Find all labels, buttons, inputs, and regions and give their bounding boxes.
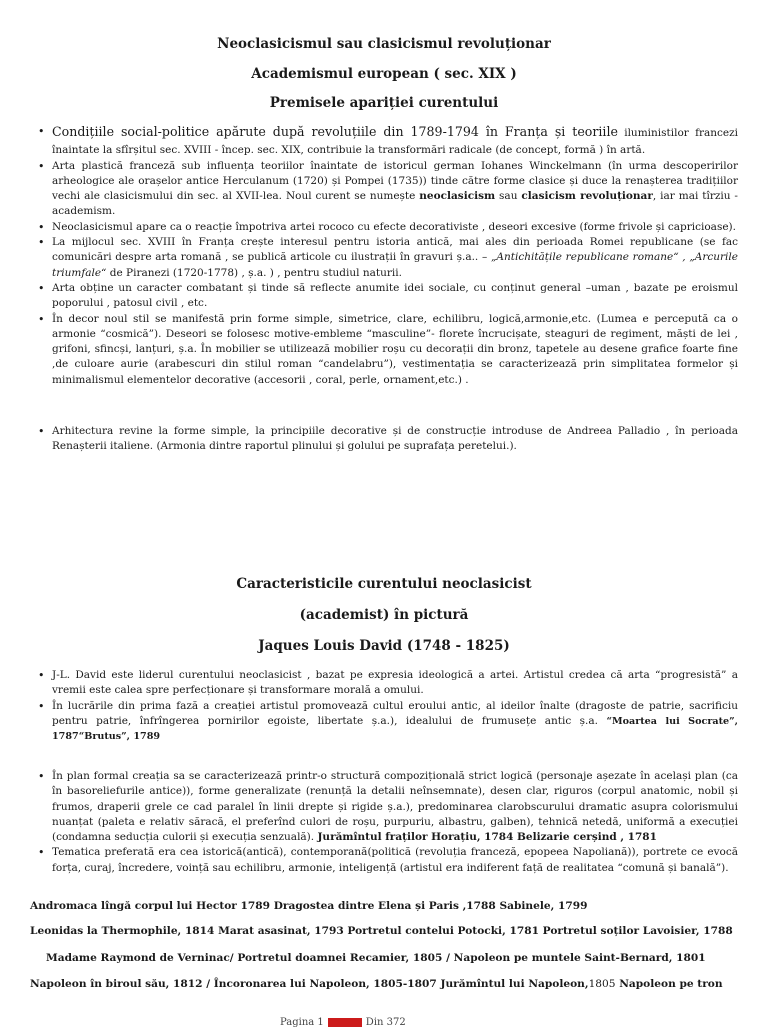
- architecture-list: [38, 424, 738, 455]
- works-line: Leonidas la Thermophile, 1814 Marat asasinat, 1793 Portretul contelui Potocki, 1781 Portretul soților Lavoisier, 1788: [30, 925, 733, 937]
- david-list-1: [38, 668, 738, 744]
- list-item: • Arta plastică franceză sub influența teoriilor înaintate de istoricul german Iohanes Winckelmann (în urma descoperirilor arheologice ale orașelor antice Herculanum (1720) și Pompei (1735)) tinde către forme clasice și duce la renașterea tradițiilor vechi ale clasicismului din sec. al XVII-lea. Noul curent se numește neoclasicism sau clasicism revoluționar, iar mai tîrziu - academism.: [38, 159, 738, 220]
- premises-list: [38, 124, 738, 388]
- section-heading-academist: (academist) în pictură: [299, 607, 469, 623]
- page-footer: [280, 1017, 406, 1028]
- works-line: Andromaca lîngă corpul lui Hector 1789 Dragostea dintre Elena și Paris ,1788 Sabinele, 1799: [30, 900, 588, 912]
- david-list-2: [38, 769, 738, 876]
- list-item: • Tematica preferată era cea istorică(antică), contemporană(politică (revoluția franceză, epopeea Napoliană)), portrete ce evocă forța, curaj, încredere, voință sau echilibru, armonie, inteligență (artistul era indiferent față de realitatea “comună și banală”).: [38, 845, 738, 876]
- section-heading-david: Jaques Louis David (1748 - 1825): [258, 638, 510, 654]
- section-heading-premises: Premisele apariției curentului: [269, 95, 499, 111]
- list-item: • Neoclasicismul apare ca o reacție împotriva artei rococo cu efecte decorativiste , deseori excesive (forme frivole și capricioase).: [38, 220, 738, 235]
- page-total: Din 372: [365, 1017, 406, 1028]
- section-heading-characteristics: Caracteristicile curentului neoclasicist: [236, 576, 532, 592]
- list-item: • În plan formal creația sa se caracterizează printr-o structură compozițională strict logică (personaje așezate în același plan (ca în basoreliefurile antice)), forme generalizate (renunță la detalii neînsemnate), desen clar, riguros (corpul anatomic, nobil și frumos, draperii grele ce cad paralel în linii drepte și rigide ș.a.), predominarea clarobscurului dramatic asupra colorismului nuanțat (paleta e relativ săracă, el preferînd culori de roșu, purpuriu, albastru, galben), tehnică netedă, uniformă a execuției (condamna seducția culorii și execuția senzuală). Jurămîntul fraților Horațiu, 1784 Belizarie cerșind , 1781: [38, 769, 738, 845]
- page-label: Pagina 1: [280, 1017, 324, 1028]
- page-number-marker: [328, 1018, 362, 1027]
- list-item: • În decor noul stil se manifestă prin forme simple, simetrice, clare, echilibru, logică,armonie,etc. (Lumea e percepută ca o armonie “cosmică”). Deseori se folosesc motive-embleme “masculine”- florete încrucișate, steaguri de regiment, măști de lei , grifoni, sfincși, lanțuri, ș.a. În mobilier se utilizează mobilier roșu cu decorații din bronz, tapetele au desene grafice foarte fine ,de culoare aurie (arabescuri din stilul roman “candelabru”), vestimentația se caracterizează prin simplitatea formelor și minimalismul elementelor decorative (accesorii , coral, perle, ornament,etc.) .: [38, 312, 738, 388]
- works-line: Madame Raymond de Verninac/ Portretul doamnei Recamier, 1805 / Napoleon pe muntele Saint-Bernard, 1801: [46, 952, 706, 964]
- list-item: • Arhitectura revine la forme simple, la principiile decorative și de construcție introduse de Andreea Palladio , în perioada Renașterii italiene. (Armonia dintre raportul plinului și golului pe suprafața peretelui.).: [38, 424, 738, 455]
- list-item: • Arta obține un caracter combatant și tinde să reflecte anumite idei sociale, cu conținut general –uman , bazate pe eroismul poporului , patosul civil , etc.: [38, 281, 738, 312]
- list-item: • J-L. David este liderul curentului neoclasicist , bazat pe expresia ideologică a artei. Artistul credea că arta “progresistă” a vremii este calea spre perfecționare și transformare morală a omului.: [38, 668, 738, 699]
- list-item: • Condițiile social-politice apărute după revoluțiile din 1789-1794 în Franța și teoriile iluministilor francezi înaintate la sfîrșitul sec. XVIII - încep. sec. XIX, contribuie la transformări radicale (de concept, formă ) în artă.: [38, 124, 738, 159]
- list-item: • În lucrările din prima fază a creației artistul promovează cultul eroului antic, al ideilor înalte (dragoste de patrie, sacrificiu pentru patrie, înfrîngerea pornirilor egoiste, libertate ș.a.), idealului de frumusețe antic ș.a. “Moartea lui Socrate”, 1787“Brutus”, 1789: [38, 699, 738, 745]
- works-line: Napoleon în biroul său, 1812 / Încoronarea lui Napoleon, 1805-1807 Jurămîntul lui Napoleon,1805 Napoleon pe tron: [30, 978, 723, 990]
- document-title: Neoclasicismul sau clasicismul revoluționar: [217, 36, 551, 52]
- document-subtitle: Academismul european ( sec. XIX ): [251, 66, 517, 82]
- list-item: • La mijlocul sec. XVIII în Franța crește interesul pentru istoria antică, mai ales din perioada Romei republicane (se fac comunicări despre arta romană , se publică articole cu ilustrații în gravuri ș.a.. – „Antichitățile republicane romane“ , „Arcurile triumfale“ de Piranezi (1720-1778) , ș.a. ) , pentru studiul naturii.: [38, 235, 738, 281]
